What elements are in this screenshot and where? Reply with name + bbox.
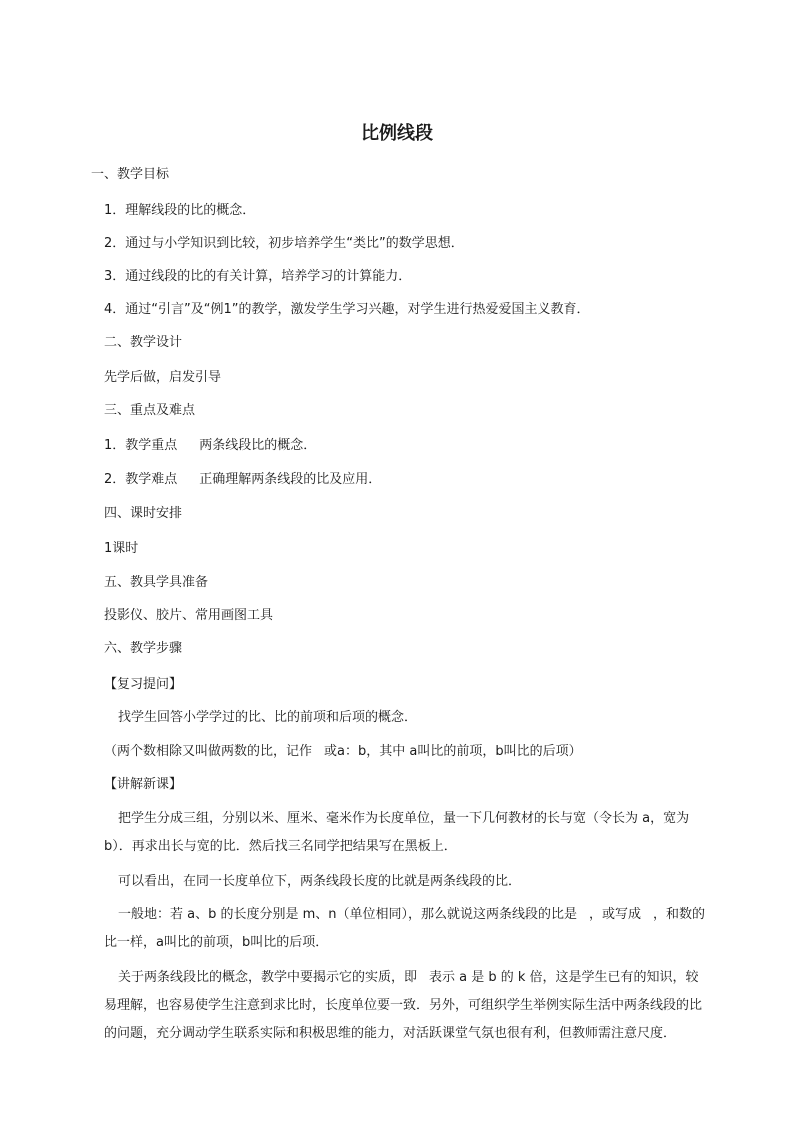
paragraph-4-part: 表示 a 是 b 的 k 倍，这是学生已有的知识，较 [429,970,699,985]
section-heading-schedule: 四、课时安排 [104,506,183,521]
section-heading-design: 二、教学设计 [104,335,183,350]
paragraph-4-line: 的问题，充分调动学生联系实际和积极思维的能力，对活跃课堂气氛也很有利，但教师需注意尺度． [104,1026,677,1041]
objective-item: 1．理解线段的比的概念． [104,203,256,218]
objective-item: 3．通过线段的比的有关计算，培养学习的计算能力． [104,269,412,284]
difficulty-row [104,471,381,489]
section-heading-objectives: 一、教学目标 [91,167,170,182]
paragraph-1-line: 把学生分成三组，分别以米、厘米、毫米作为长度单位，量一下几何教材的长与宽（令长为 a，宽为 [118,811,690,826]
objective-item: 2．通过与小学知识到比较，初步培养学生“类比”的数学思想． [104,236,464,251]
paragraph-3-part: ，或写成 [589,907,642,922]
objective-item: 4．通过“引言”及“例1”的教学，激发学生学习兴趣，对学生进行热爱爱国主义教育． [104,302,590,317]
design-text: 先学后做，启发引导 [104,370,222,385]
materials-text: 投影仪、胶片、常用画图工具 [104,608,274,623]
key-point-label: 1．教学重点 [104,438,178,453]
key-point-row [104,437,316,455]
paragraph-4-part: 关于两条线段比的概念，教学中要揭示它的实质，即 [118,970,418,985]
new-lesson-heading: 【讲解新课】 [104,777,183,792]
document-title: 比例线段 [361,123,433,144]
paragraph-1-line: b）．再求出长与宽的比．然后找三名同学把结果写在黑板上． [104,839,457,854]
review-text: 找学生回答小学学过的比、比的前项和后项的概念． [118,710,418,725]
key-point-text: 两条线段比的概念． [199,438,317,453]
section-heading-key-points: 三、重点及难点 [104,403,196,418]
difficulty-text: 正确理解两条线段的比及应用． [199,472,382,487]
paragraph-4-line [118,969,699,987]
review-note-part: 或a：b，其中 a叫比的前项，b叫比的后项） [324,744,582,759]
difficulty-label: 2．教学难点 [104,472,178,487]
paragraph-3-line: 比一样，a叫比的前项，b叫比的后项． [104,935,329,950]
paragraph-2: 可以看出，在同一长度单位下，两条线段长度的比就是两条线段的比． [118,874,522,889]
section-heading-materials: 五、教具学具准备 [104,575,209,590]
paragraph-3-part: 一般地：若 a、b 的长度分别是 m、n（单位相同），那么就说这两条线段的比是 [118,907,578,922]
paragraph-3-part: ，和数的 [653,907,706,922]
paragraph-3-line [118,906,705,924]
review-note-part: （两个数相除又叫做两数的比，记作 [104,744,313,759]
paragraph-4-line: 易理解，也容易使学生注意到求比时，长度单位要一致．另外，可组织学生举例实际生活中两条线段的比 [104,998,703,1013]
section-heading-steps: 六、教学步骤 [104,641,183,656]
review-note [104,743,582,761]
schedule-text: 1课时 [104,541,139,556]
review-heading: 【复习提问】 [104,677,183,692]
